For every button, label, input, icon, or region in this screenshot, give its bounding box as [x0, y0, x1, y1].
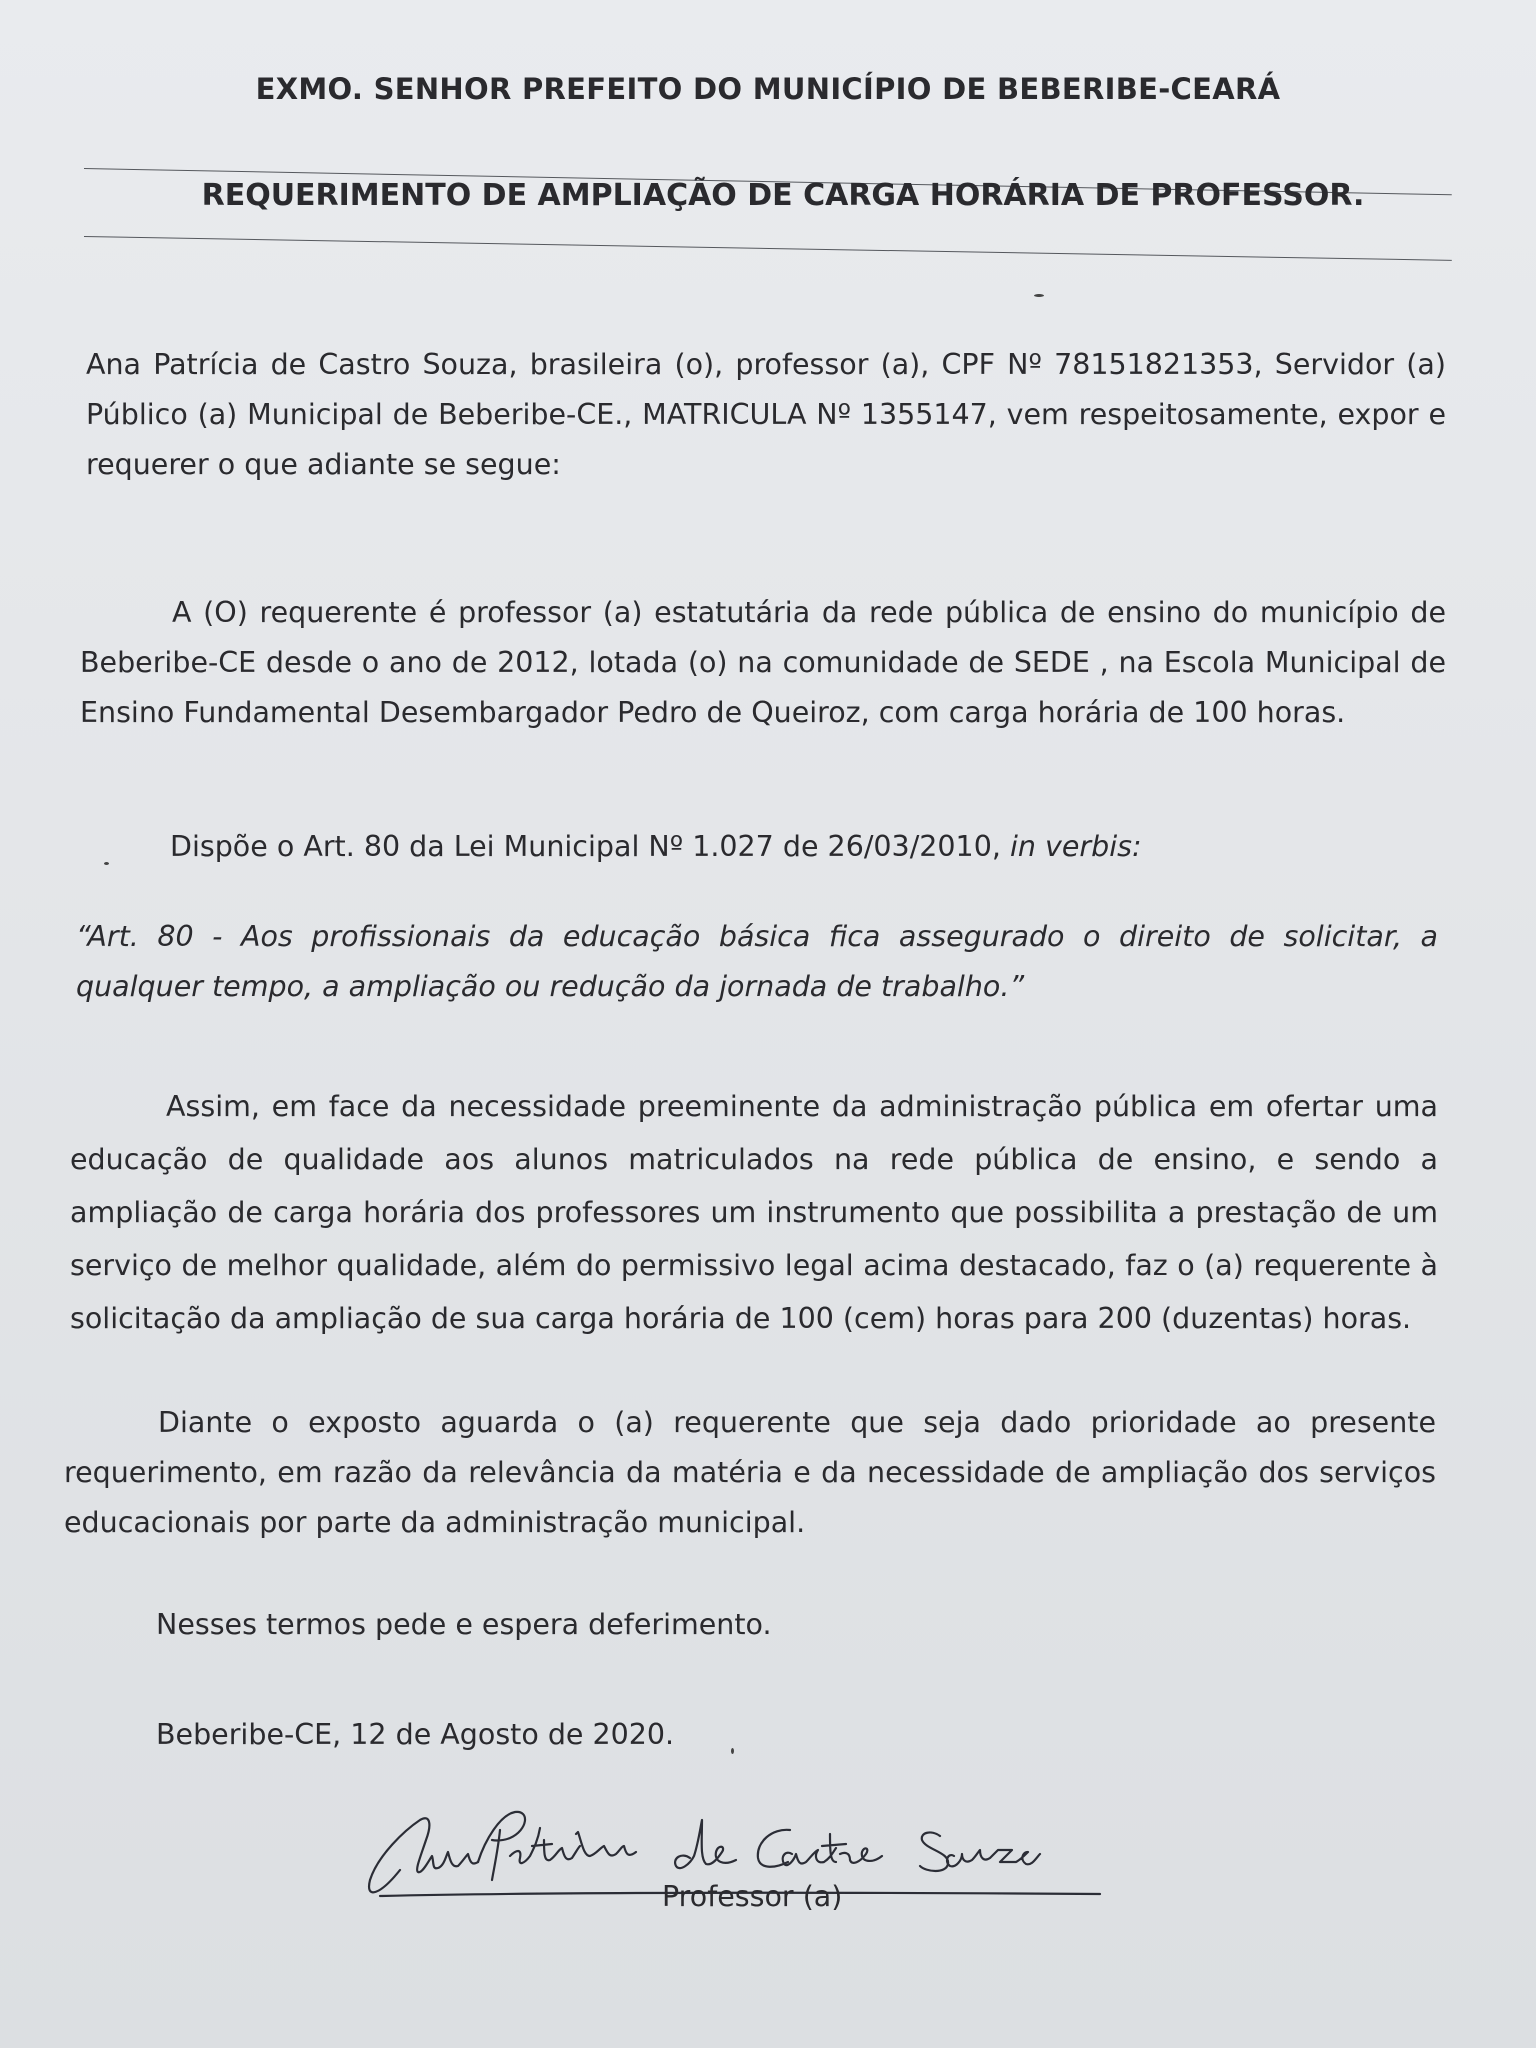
- addressee-heading: EXMO. SENHOR PREFEITO DO MUNICÍPIO DE BEBERIBE-CEARÁ: [255, 72, 1281, 106]
- quoted-article: [76, 912, 1438, 1012]
- paragraph-text: Diante o exposto aguarda o (a) requerente que seja dado prioridade ao presente requerimento, em razão da relevância da matéria e da necessidade de ampliação dos serviços educacionais por parte da administração municipal.: [64, 1406, 1436, 1539]
- paragraph-text: A (O) requerente é professor (a) estatutária da rede pública de ensino do município de Beberibe-CE desde o ano de 2012, lotada (o) na comunidade de SEDE , na Escola Municipal de Ensino Fundamental Desembargador Pedro de Queiroz, com carga horária de 100 horas.: [80, 596, 1446, 729]
- paper-speck: [731, 1748, 734, 1754]
- quote-text: “Art. 80 - Aos profissionais da educação básica fica assegurado o direito de solicitar, a qualquer tempo, a ampliação ou redução da jornada de trabalho.”: [76, 920, 1438, 1003]
- paragraph-text: Assim, em face da necessidade preeminente da administração pública em ofertar uma educação de qualidade aos alunos matriculados na rede pública de ensino, e sendo a ampliação de carga horária dos professores um instrumento que possibilita a prestação de um serviço de melhor qualidade, além do permissivo legal acima destacado, faz o (a) requerente à solicitação da ampliação de sua carga horária de 100 (cem) horas para 200 (duzentas) horas.: [70, 1090, 1438, 1335]
- document-title: REQUERIMENTO DE AMPLIAÇÃO DE CARGA HORÁRIA DE PROFESSOR.: [201, 178, 1365, 213]
- legal-reference-text: Dispõe o Art. 80 da Lei Municipal Nº 1.027 de 26/03/2010,: [170, 830, 1001, 863]
- place-date: Beberibe-CE, 12 de Agosto de 2020.: [156, 1718, 675, 1751]
- intro-paragraph: [86, 340, 1446, 490]
- paper-speck: [104, 862, 109, 865]
- closing-request: Nesses termos pede e espera deferimento.: [156, 1608, 772, 1641]
- paragraph-text: [170, 822, 1440, 872]
- paragraph-legal-reference: [170, 822, 1440, 872]
- paragraph-requester-status: [80, 588, 1446, 738]
- paper-speck: [1034, 294, 1044, 297]
- intro-text: Ana Patrícia de Castro Souza, brasileira (o), professor (a), CPF Nº 78151821353, Servidor (a) Público (a) Municipal de Beberibe-CE., MATRICULA Nº 1355147, vem respeitosamente, expor e requerer o que adiante se segue:: [86, 348, 1446, 481]
- in-verbis-text: in verbis:: [1009, 830, 1142, 863]
- signer-role: Professor (a): [662, 1880, 843, 1913]
- title-rule-bottom: [84, 236, 1452, 261]
- paragraph-justification: [70, 1080, 1438, 1345]
- paragraph-request: [64, 1398, 1436, 1548]
